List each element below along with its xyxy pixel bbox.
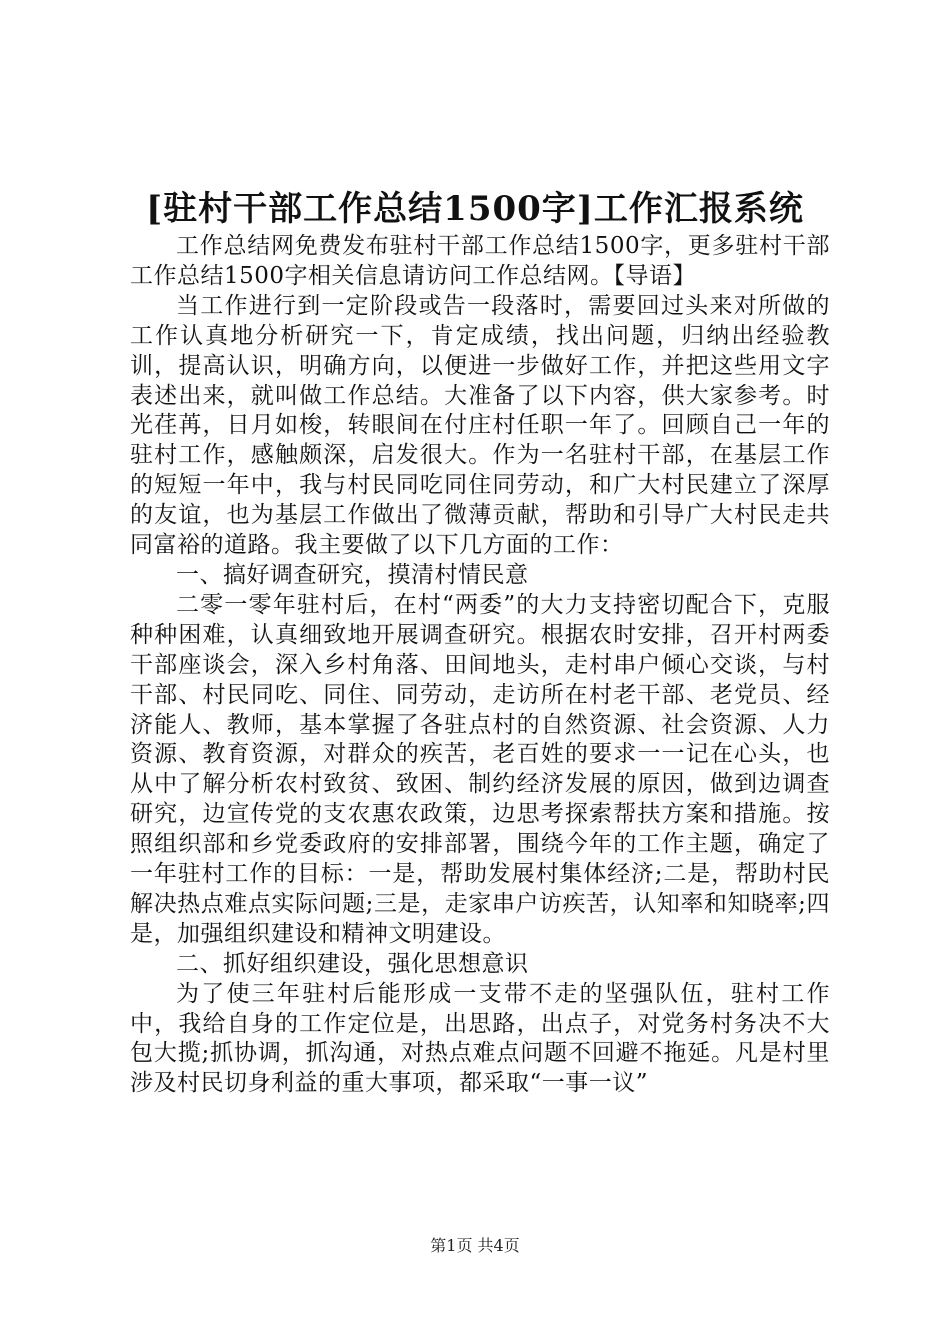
body-paragraph: 为了使三年驻村后能形成一支带不走的坚强队伍，驻村工作中，我给自身的工作定位是，出思路，出点子，对党务村务决不大包大揽;抓协调，抓沟通，对热点难点问题不回避不拖延。凡是村里涉及村民切身利益的重大事项，都采取“一事一议” xyxy=(130,980,830,1097)
intro-paragraph: 工作总结网免费发布驻村干部工作总结1500字，更多驻村干部工作总结1500字相关信息请访问工作总结网。【导语】 xyxy=(130,233,830,289)
page-number-footer: 第1页 共4页 xyxy=(430,1236,520,1255)
body-paragraph: 当工作进行到一定阶段或告一段落时，需要回过头来对所做的工作认真地分析研究一下，肯定成绩，找出问题，归纳出经验教训，提高认识，明确方向，以便进一步做好工作，并把这些用文字表述出来，就叫做工作总结。大准备了以下内容，供大家参考。时光荏苒，日月如梭，转眼间在付庄村任职一年了。回顾自己一年的驻村工作，感触颇深，启发很大。作为一名驻村干部，在基层工作的短短一年中，我与村民同吃同住同劳动，和广大村民建立了深厚的友谊，也为基层工作做出了微薄贡献，帮助和引导广大村民走共同富裕的道路。我主要做了以下几方面的工作： xyxy=(130,292,830,559)
document-body xyxy=(130,232,830,1099)
section-heading: 一、搞好调查研究，摸清村情民意 xyxy=(176,561,529,588)
body-paragraph: 二零一零年驻村后，在村“两委”的大力支持密切配合下，克服种种困难，认真细致地开展调查研究。根据农时安排，召开村两委干部座谈会，深入乡村角落、田间地头，走村串户倾心交谈，与村干部、村民同吃、同住、同劳动，走访所在村老干部、老党员、经济能人、教师，基本掌握了各驻点村的自然资源、社会资源、人力资源、教育资源，对群众的疾苦，老百姓的要求一一记在心头，也从中了解分析农村致贫、致困、制约经济发展的原因，做到边调查研究，边宣传党的支农惠农政策，边思考探索帮扶方案和措施。按照组织部和乡党委政府的安排部署，围绕今年的工作主题，确定了一年驻村工作的目标：一是，帮助发展村集体经济;二是，帮助村民解决热点难点实际问题;三是，走家串户访疾苦，认知率和知晓率;四是，加强组织建设和精神文明建设。 xyxy=(130,591,830,947)
document-title: [驻村干部工作总结1500字]工作汇报系统 xyxy=(146,189,804,229)
section-heading: 二、抓好组织建设，强化思想意识 xyxy=(176,950,529,977)
